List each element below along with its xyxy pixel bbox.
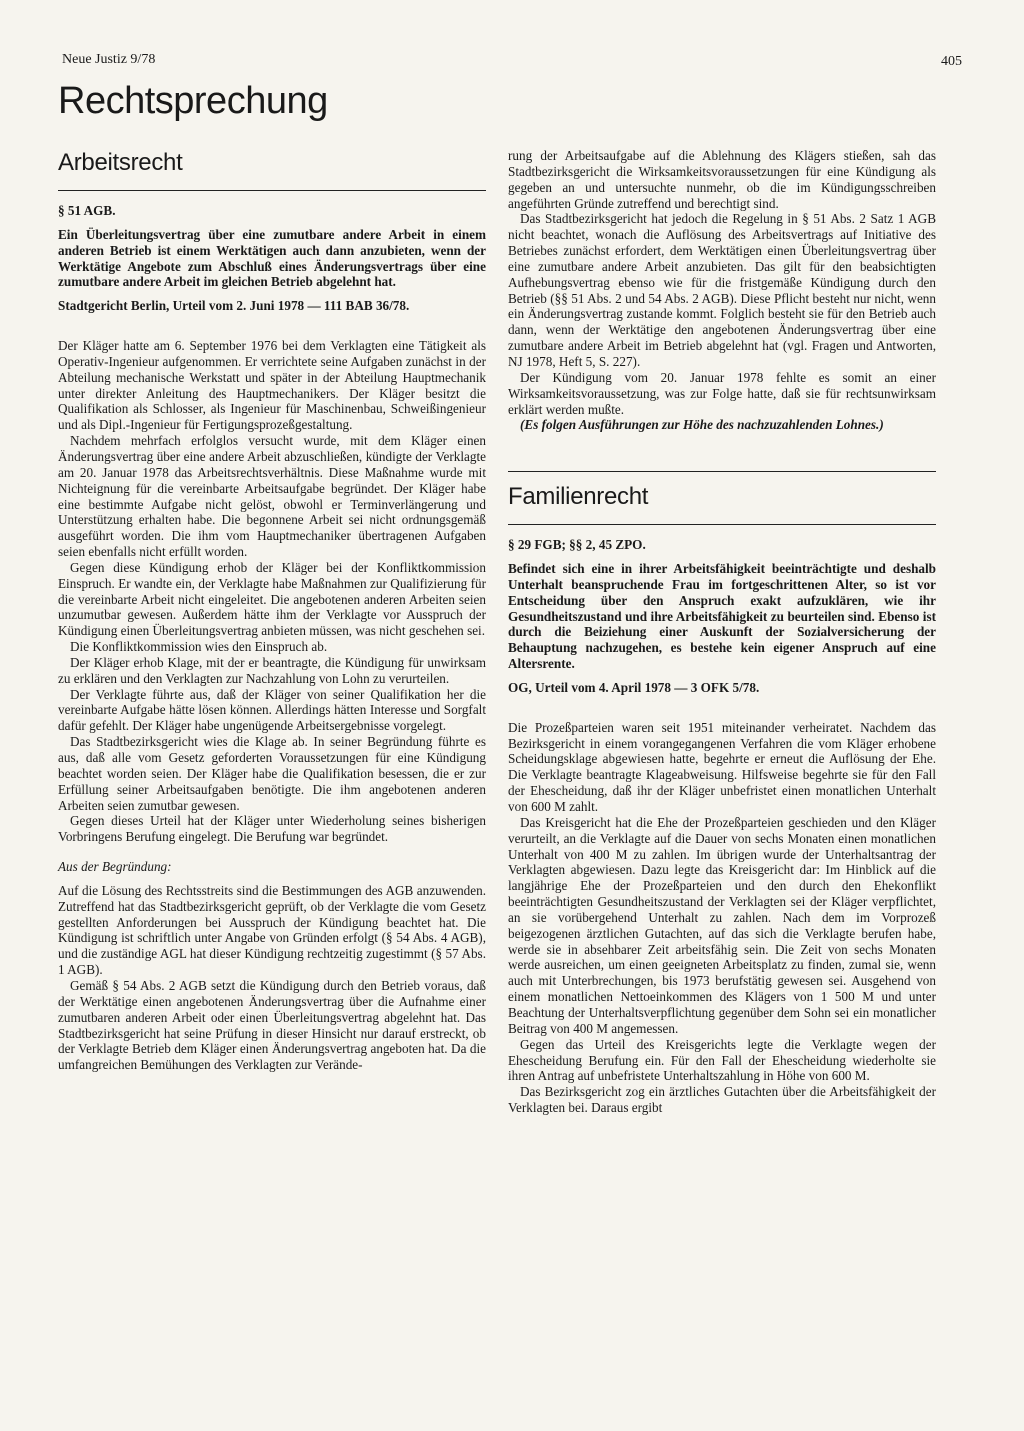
reasons-heading: Aus der Begründung: bbox=[58, 859, 172, 875]
paragraph: Der Kündigung vom 20. Januar 1978 fehlte es somit an einer Wirksamkeitsvoraussetzung, was zur Folge hatte, daß sie für rechtsunwirksam erklärt werden mußte. bbox=[508, 369, 936, 417]
paragraph: Gegen das Urteil des Kreisgerichts legte die Verklagte wegen der Ehescheidung Berufung ein. Für den Fall der Ehescheidung wiederholte sie ihren Antrag auf unbefristete Unterhaltszahlung in Höhe von 600 M. bbox=[508, 1036, 936, 1084]
page-number: 405 bbox=[941, 54, 962, 69]
right-column bbox=[508, 148, 936, 1116]
journal-issue: Neue Justiz 9/78 bbox=[62, 52, 156, 67]
paragraph: Das Kreisgericht hat die Ehe der Prozeßparteien geschieden und den Kläger verurteilt, an die Verklagte auf die Dauer von sechs Monaten einen monatlichen Unterhalt von 400 M zu zahlen. Im übrigen wurde der Unterhaltsantrag der Verklagten abgewiesen. Dazu legte das Kreisgericht dar: Im Hinblick auf die langjährige Ehe der Prozeßparteien und den durch den Ehekonflikt beeinträchtigten Gesundheitszustand der Verklagten sei der Kläger verpflichtet, an sie vorübergehend Unterhalt zu zahlen. Nach dem im Vorprozeß beigezogenen ärztlichen Gutachten, auf das sich die Verklagte berufen habe, werde sie in absehbarer Zeit arbeitsfähig sein. Die Zeit von sechs Monaten werde ausreichen, um einen geeigneten Arbeitsplatz zu finden, zumal sie, wenn auch mit Unterbrechungen, bis 1973 berufstätig gewesen sei. Ausgehend von einem monatlichen Nettoeinkommen des Klägers von 1 500 M und unter Beachtung der Unterhaltsverpflichtung gegenüber dem Sohn sei ein monatlicher Beitrag von 400 M angemessen. bbox=[508, 814, 936, 1036]
left-column bbox=[58, 148, 486, 1073]
page-header bbox=[62, 52, 962, 72]
paragraph: Nachdem mehrfach erfolglos versucht wurde, mit dem Kläger einen Änderungsvertrag über eine andere Arbeit abzuschließen, kündigte der Verklagte am 20. Januar 1978 das Arbeitsrechtsverhältnis. Diese Maßnahme wurde mit Nichteignung für die vereinbarte Arbeitsaufgabe begründet. Der Kläger habe eine bestimmte Aufgabe nicht gelöst, obwohl er Terminverlängerung und Unterstützung erhalten habe. Die begonnene Arbeit sei nicht ordnungsgemäß ausgeführt worden. Die ihm vom Hauptmechaniker übertragenen Aufgaben seien ebenfalls nicht erfüllt worden. bbox=[58, 433, 486, 560]
headnote: Ein Überleitungsvertrag über eine zumutbare andere Arbeit in einem anderen Betrieb ist einem Werktätigen auch dann anzubieten, wenn der Werktätige Angebote zum Abschluß eines Änderungsvertrags über eine zumutbare andere Arbeit im gleichen Betrieb abgelehnt hat. bbox=[58, 226, 486, 290]
law-reference: § 29 FGB; §§ 2, 45 ZPO. bbox=[508, 537, 646, 553]
paragraph: Das Bezirksgericht zog ein ärztliches Gutachten über die Arbeitsfähigkeit der Verklagten bei. Daraus ergibt bbox=[508, 1084, 936, 1116]
paragraph: Der Kläger hatte am 6. September 1976 bei dem Verklagten eine Tätigkeit als Operativ-Ingenieur aufgenommen. Er verrichtete seine Aufgaben zunächst in der Abteilung mechanische Werkstatt und später in der Abteilung Hauptmechanik unter direkter Anleitung des Hauptmechanikers. Der Kläger besitzt die Qualifikation als Schlosser, als Ingenieur für Maschinenbau, Schweißingenieur und als Dipl.-Ingenieur für Fertigungsprozeßgestaltung. bbox=[58, 338, 486, 433]
paragraph: Die Prozeßparteien waren seit 1951 miteinander verheiratet. Nachdem das Bezirksgericht in einem vorangegangenen Verfahren die vom Kläger erhobene Scheidungsklage abgewiesen hatte, begehrte er erneut die Auflösung der Ehe. Die Verklagte beantragte Klageabweisung. Hilfsweise begehrte sie für den Fall der Ehescheidung, daß ihr der Kläger unbefristet einen monatlichen Unterhalt von 600 M zahlt. bbox=[508, 719, 936, 814]
case-citation: Stadtgericht Berlin, Urteil vom 2. Juni 1978 — 111 BAB 36/78. bbox=[58, 298, 410, 314]
paragraph: Das Stadtbezirksgericht wies die Klage ab. In seiner Begründung führte es aus, daß alle vom Gesetz geforderten Voraussetzungen für eine Kündigung beachtet worden seien. Der Kläger habe die Qualifikation besessen, die er zur Erfüllung seiner Arbeitsaufgaben benötigte. Die ihm angebotenen anderen Arbeiten seien zumutbar gewesen. bbox=[58, 734, 486, 813]
section-heading-familienrecht: Familienrecht bbox=[508, 482, 936, 525]
paragraph: Der Kläger erhob Klage, mit der er beantragte, die Kündigung für unwirksam zu erklären und den Verklagten zur Nachzahlung von Lohn zu verurteilen. bbox=[58, 654, 486, 686]
closing-note: (Es folgen Ausführungen zur Höhe des nachzuzahlenden Lohnes.) bbox=[520, 417, 884, 433]
law-reference: § 51 AGB. bbox=[58, 203, 116, 218]
case-citation: OG, Urteil vom 4. April 1978 — 3 OFK 5/78. bbox=[508, 679, 760, 695]
paragraph: Auf die Lösung des Rechtsstreits sind die Bestimmungen des AGB anzuwenden. Zutreffend hat das Stadtbezirksgericht geprüft, ob der Verklagte die vom Gesetz gestellten Anforderungen bei Ausspruch der Kündigung beachtet hat. Die Kündigung ist schriftlich unter Angabe von Gründen erfolgt (§ 54 Abs. 4 AGB), und die zuständige AGL hat dieser Kündigung rechtzeitig zugestimmt (§ 57 Abs. 1 AGB). bbox=[58, 882, 486, 978]
paragraph: Die Konfliktkommission wies den Einspruch ab. bbox=[70, 639, 328, 655]
section-heading-arbeitsrecht: Arbeitsrecht bbox=[58, 148, 486, 191]
paragraph: rung der Arbeitsaufgabe auf die Ablehnung des Klägers stießen, sah das Stadtbezirksgericht die Wirksamkeitsvoraussetzungen für eine Kündigung als gegeben an und untersuchte nunmehr, ob die im Kündigungsschreiben angeführten Gründe zutreffend und berechtigt sind. bbox=[508, 148, 936, 211]
section-divider bbox=[508, 471, 936, 525]
paragraph: Das Stadtbezirksgericht hat jedoch die Regelung in § 51 Abs. 2 Satz 1 AGB nicht beachtet, wonach die Auflösung des Arbeitsvertrags auf Initiative des Betriebes zunächst erfordert, dem Werktätigen einen Überleitungsvertrag über eine zumutbare andere Arbeit anzubieten. Das gilt für den beabsichtigten Aufhebungsvertrag ebenso wie für die fristgemäße Kündigung durch den Betrieb (§§ 51 Abs. 2 und 54 Abs. 2 AGB). Diese Pflicht besteht nur nicht, wenn ein Änderungsvertrag zustande kommt. Folglich besteht sie für den Betrieb auch dann, wenn der Werktätige den angebotenen Änderungsvertrag über eine zumutbare andere Arbeit im Betrieb abgelehnt hat (vgl. Fragen und Antworten, NJ 1978, Heft 5, S. 227). bbox=[508, 211, 936, 369]
paragraph: Gegen diese Kündigung erhob der Kläger bei der Konfliktkommission Einspruch. Er wandte ein, der Verklagte habe Maßnahmen zur Qualifizierung für die vereinbarte Arbeit nicht eingeleitet. Die angebotenen anderen Arbeiten seien unzumutbar gewesen. Außerdem hätte ihm der Verklagte vor Ausspruch der Kündigung einen Überleitungsvertrag anbieten müssen, was nicht geschehen sei. bbox=[58, 559, 486, 639]
paragraph: Der Verklagte führte aus, daß der Kläger von seiner Qualifikation her die vereinbarte Aufgabe hätte lösen können. Allerdings hätten Interesse und Sorgfalt dafür gefehlt. Der Kläger habe ungenügende Arbeitsergebnisse vorgelegt. bbox=[58, 686, 486, 734]
headnote: Befindet sich eine in ihrer Arbeitsfähigkeit beeinträchtigte und deshalb Unterhalt beanspruchende Frau im fortgeschrittenen Alter, so ist vor Entscheidung über den Anspruch exakt aufzuklären, wie ihr Gesundheitszustand und ihre Arbeitsfähigkeit zu beurteilen sind. Ebenso ist durch die Beiziehung einer Auskunft der Sozialversicherung der Behauptung nachzugehen, es bestehe kein eigener Anspruch auf eine Altersrente. bbox=[508, 561, 936, 672]
paragraph: Gemäß § 54 Abs. 2 AGB setzt die Kündigung durch den Betrieb voraus, daß der Werktätige einen angebotenen Änderungsvertrag über die Aufnahme einer zumutbaren anderen Arbeit oder einen Überleitungsvertrag abgelehnt hat. Das Stadtbezirksgericht hat seine Prüfung in dieser Hinsicht nur darauf erstreckt, ob der Verklagte Betrieb dem Kläger einen Änderungsvertrag angeboten hat. Da die umfangreichen Bemühungen des Verklagten zur Verände- bbox=[58, 977, 486, 1073]
page-title: Rechtsprechung bbox=[58, 80, 328, 122]
paragraph: Gegen dieses Urteil hat der Kläger unter Wiederholung seines bisherigen Vorbringens Berufung eingelegt. Die Berufung war begründet. bbox=[58, 813, 486, 845]
